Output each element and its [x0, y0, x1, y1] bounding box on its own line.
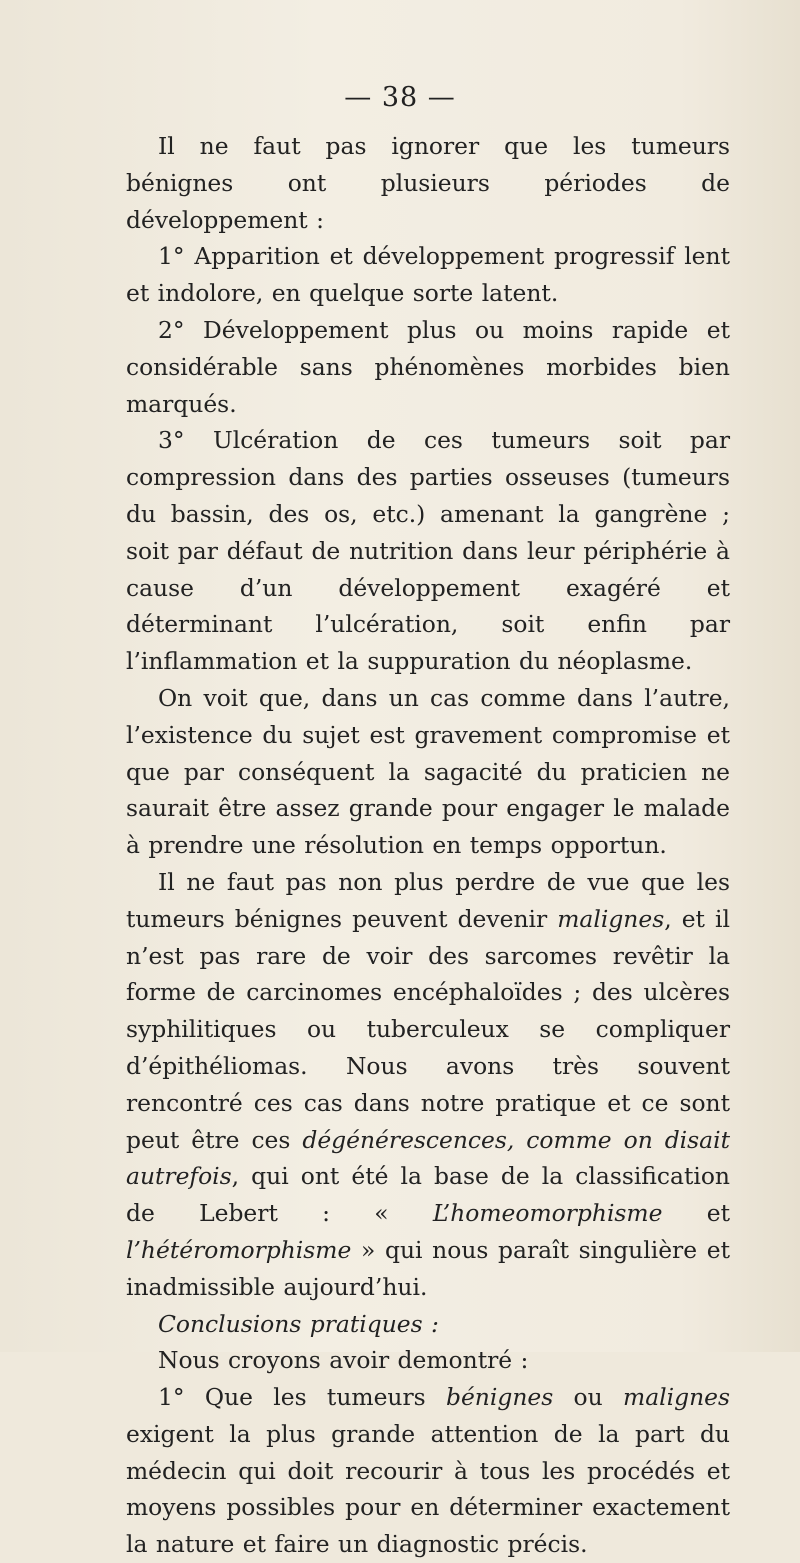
page-number: — 38 —: [344, 82, 456, 113]
paragraph-stage-1: 1° Apparition et développement progressif lent et indolore, en quelque sorte latent.: [126, 242, 730, 308]
paragraph-stage-3: 3° Ulcération de ces tumeurs soit par compression dans des parties osseuses (tumeurs du bassin, des os, etc.) amenant la gangrène ; soit par défaut de nutrition dans leur périphérie à cause d’un développement exagéré et déterminant l’ulcération, soit enfin par l’inflammation et la suppuration du néoplasme.: [126, 426, 730, 676]
paragraph-conclusion-intro: Nous croyons avoir demontré :: [158, 1346, 529, 1375]
paragraph-intro: Il ne faut pas ignorer que les tumeurs bénignes ont plusieurs périodes de développement :: [126, 132, 730, 234]
paragraph-stage-2: 2° Développement plus ou moins rapide et considérable sans phénomènes morbides bien marqués.: [126, 315, 730, 418]
page-body: [126, 128, 730, 1563]
paragraph-malignant-transformation: Il ne faut pas non plus perdre de vue que les tumeurs bénignes peuvent devenir malignes, et il n’est pas rare de voir des sarcomes revêtir la forme de carcinomes encéphaloïdes ; des ulcères syphilitiques ou tuberculeux se compliquer d’épithéliomas. Nous avons très souvent rencontré ces cas dans notre pratique et ce sont peut être ces dégénérescences, comme on disait autrefois, qui ont été la base de la classification de Lebert : « L’homeomorphisme et l’hétéromorphisme » qui nous paraît singulière et inadmissible aujourd’hui.: [126, 867, 730, 1301]
section-heading: Conclusions pratiques :: [158, 1309, 439, 1338]
paragraph-conclusion-1: 1° Que les tumeurs bénignes ou malignes exigent la plus grande attention de la part du médecin qui doit recourir à tous les procédés et moyens possibles pour en déterminer exactement la nature et faire un diagnostic précis.: [126, 1383, 730, 1559]
paragraph-consequence: On voit que, dans un cas comme dans l’autre, l’existence du sujet est gravement compromise et que par conséquent la sagacité du praticien ne saurait être assez grande pour engager le malade à prendre une résolution en temps opportun.: [126, 683, 730, 860]
